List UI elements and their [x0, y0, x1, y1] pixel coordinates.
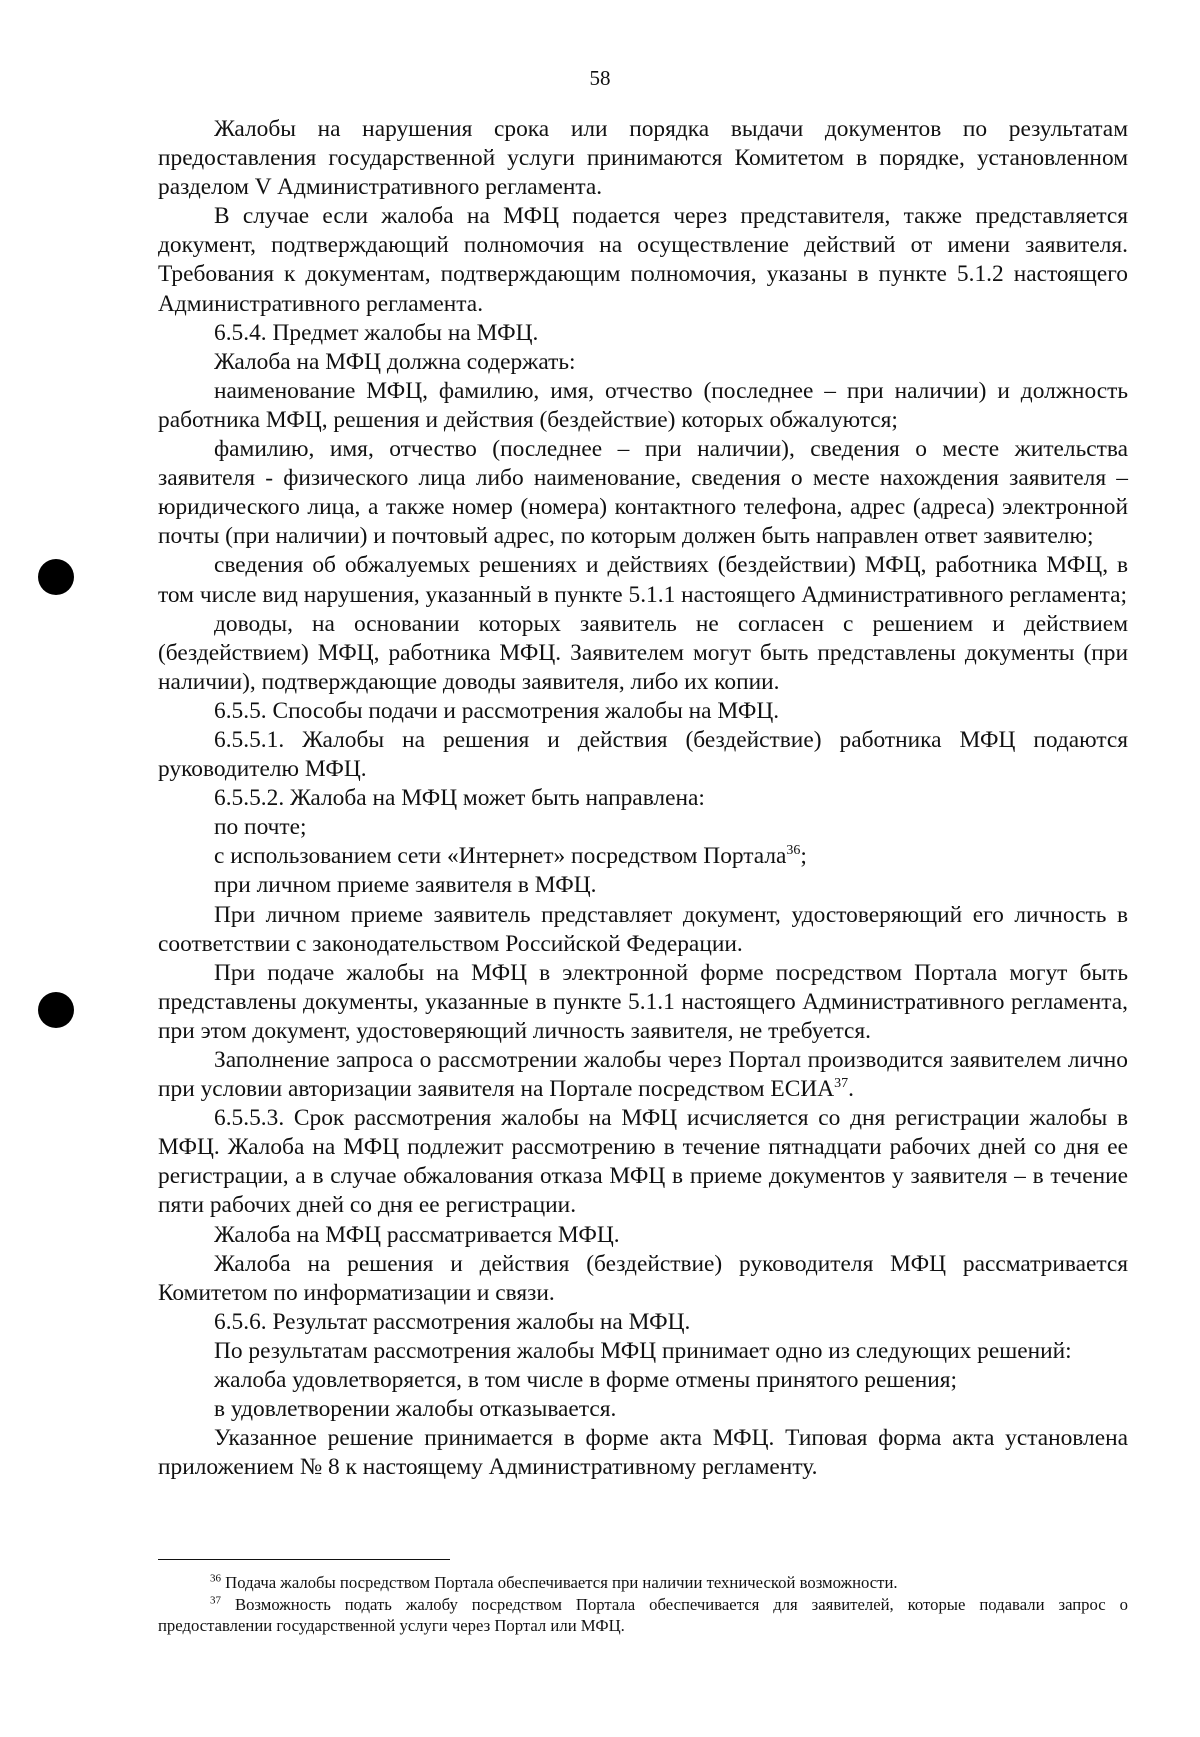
- list-item: в удовлетворении жалобы отказывается.: [214, 1396, 617, 1423]
- punctuation: .: [848, 1076, 854, 1103]
- list-item: по почте;: [214, 814, 307, 841]
- punch-hole: [38, 992, 74, 1028]
- punctuation: ;: [800, 843, 807, 870]
- section-heading: 6.5.4. Предмет жалобы на МФЦ.: [214, 319, 539, 346]
- footnotes: [158, 1572, 1128, 1637]
- document-body: [158, 115, 1128, 1482]
- list-item: наименование МФЦ, фамилию, имя, отчество (последнее – при наличии) и должность работника МФЦ, решения и действия (бездействие) которых обжалуются;: [158, 377, 1128, 433]
- footnote-text: Возможность подать жалобу посредством Портала обеспечивается для заявителей, которые подавали запрос о предоставлении государственной услуги через Портал или МФЦ.: [158, 1594, 1128, 1635]
- paragraph: [158, 1046, 1128, 1104]
- list-item-text: с использованием сети «Интернет» посредством Портала: [214, 843, 787, 870]
- section-heading: 6.5.5. Способы подачи и рассмотрения жалобы на МФЦ.: [214, 697, 780, 724]
- list-item: [158, 842, 1128, 871]
- list-item: при личном приеме заявителя в МФЦ.: [214, 872, 597, 899]
- list-item: доводы, на основании которых заявитель не согласен с решением и действием (бездействием) МФЦ, работника МФЦ. Заявителем могут быть представлены документы (при наличии), подтверждающие доводы заявителя, либо их копии.: [158, 610, 1128, 695]
- footnote-divider: [158, 1559, 450, 1560]
- paragraph: Жалобы на нарушения срока или порядка выдачи документов по результатам предоставления государственной услуги принимаются Комитетом в порядке, установленном разделом V Административного регламента.: [158, 116, 1128, 201]
- paragraph-text: Заполнение запроса о рассмотрении жалобы через Портал производится заявителем лично при условии авторизации заявителя на Портале посредством ЕСИА: [158, 1047, 1128, 1103]
- paragraph: Жалоба на МФЦ должна содержать:: [214, 348, 576, 375]
- list-item: сведения об обжалуемых решениях и действиях (бездействии) МФЦ, работника МФЦ, в том числе вид нарушения, указанный в пункте 5.1.1 настоящего Административного регламента;: [158, 552, 1128, 608]
- section-heading: 6.5.6. Результат рассмотрения жалобы на МФЦ.: [214, 1308, 691, 1335]
- paragraph: 6.5.5.1. Жалобы на решения и действия (бездействие) работника МФЦ подаются руководителю МФЦ.: [158, 726, 1128, 783]
- footnote: [158, 1572, 1128, 1594]
- footnote-ref: 36: [786, 843, 801, 859]
- punch-hole: [38, 559, 74, 595]
- section-heading: 6.5.5.3. Срок рассмотрения жалобы на МФЦ исчисляется со дня регистрации жалобы в МФЦ. Жалоба на МФЦ подлежит рассмотрению в течение пятнадцати рабочих дней со дня ее регистрации, а в случае обжалования отказа МФЦ в приеме документов у заявителя – в течение пяти рабочих дней со дня ее регистрации.: [158, 1105, 1128, 1219]
- footnote-mark: 37: [210, 1593, 221, 1606]
- footnote-ref: 37: [834, 1076, 849, 1092]
- page-number: 58: [589, 66, 611, 90]
- paragraph: 6.5.5.2. Жалоба на МФЦ может быть направлена:: [214, 785, 705, 812]
- paragraph: Жалоба на решения и действия (бездействие) руководителя МФЦ рассматривается Комитетом по информатизации и связи.: [158, 1250, 1128, 1306]
- paragraph: Жалоба на МФЦ рассматривается МФЦ.: [214, 1221, 620, 1248]
- footnote-mark: 36: [210, 1572, 221, 1585]
- paragraph: По результатам рассмотрения жалобы МФЦ принимает одно из следующих решений:: [214, 1337, 1072, 1364]
- list-item: фамилию, имя, отчество (последнее – при наличии), сведения о месте жительства заявителя - физического лица либо наименование, сведения о месте нахождения заявителя – юридического лица, а также номер (номера) контактного телефона, адрес (адреса) электронной почты (при наличии) и почтовый адрес, по которым должен быть направлен ответ заявителю;: [158, 436, 1128, 550]
- paragraph: При личном приеме заявитель представляет документ, удостоверяющий его личность в соответствии с законодательством Российской Федерации.: [158, 901, 1128, 957]
- footnote-text: Подача жалобы посредством Портала обеспечивается при наличии технической возможности.: [221, 1573, 898, 1592]
- list-item: жалоба удовлетворяется, в том числе в форме отмены принятого решения;: [214, 1367, 958, 1394]
- paragraph: При подаче жалобы на МФЦ в электронной форме посредством Портала могут быть представлены документы, указанные в пункте 5.1.1 настоящего Административного регламента, при этом документ, удостоверяющий личность заявителя, не требуется.: [158, 959, 1128, 1044]
- paragraph: Указанное решение принимается в форме акта МФЦ. Типовая форма акта установлена приложением № 8 к настоящему Административному регламенту.: [158, 1425, 1128, 1481]
- paragraph: В случае если жалоба на МФЦ подается через представителя, также представляется документ, подтверждающий полномочия на осуществление действий от имени заявителя. Требования к документам, подтверждающим полномочия, указаны в пункте 5.1.2 настоящего Административного регламента.: [158, 203, 1128, 317]
- footnote: [158, 1594, 1128, 1637]
